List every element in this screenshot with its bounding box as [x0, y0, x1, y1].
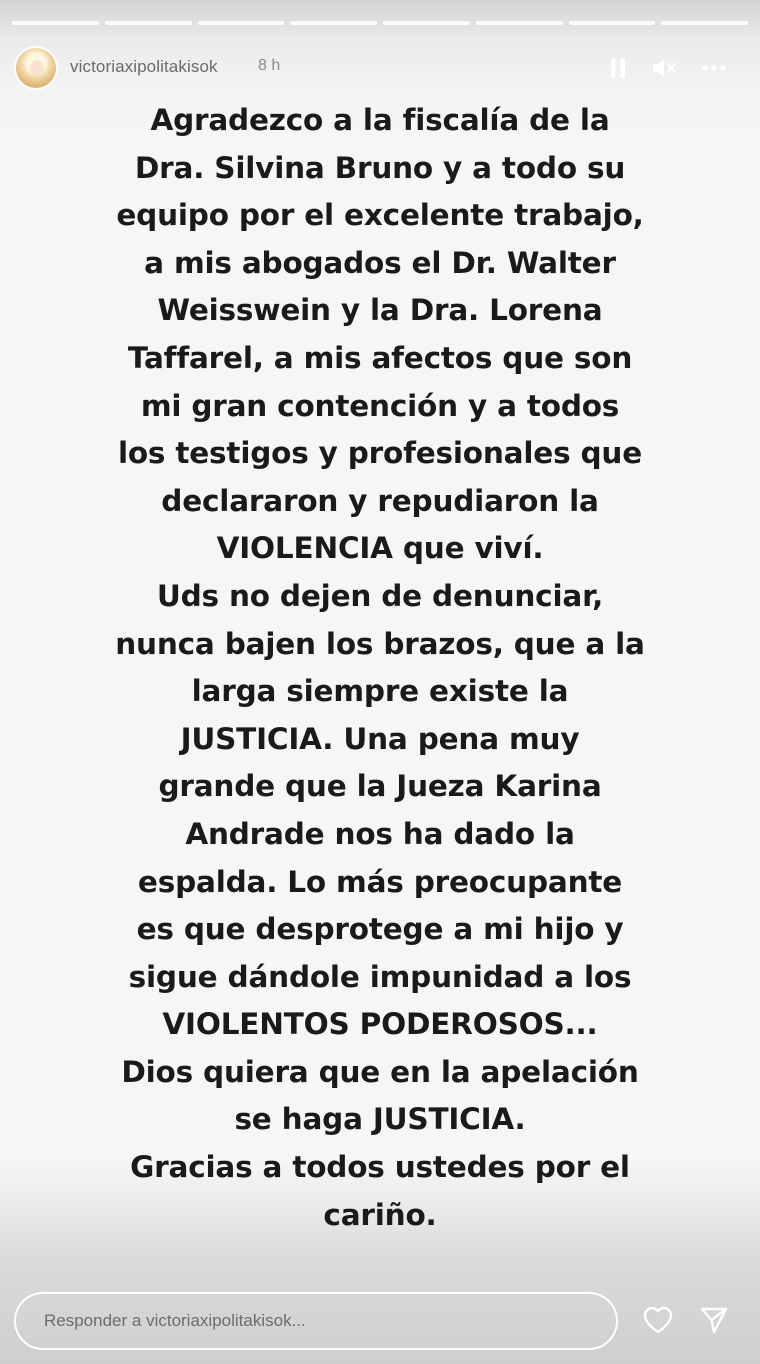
- text-line: Agradezco a la fiscalía de la: [150, 103, 610, 137]
- text-line: mi gran contención y a todos: [140, 388, 620, 423]
- story-text: [70, 97, 690, 1239]
- text-line: JUSTICIA. Una pena muy: [180, 721, 580, 756]
- text-line: a mis abogados el Dr. Walter: [144, 245, 616, 280]
- speaker-muted-icon: [651, 57, 677, 79]
- progress-segment: [12, 21, 99, 25]
- text-line: larga siempre existe la: [191, 674, 569, 709]
- heart-icon: [642, 1305, 674, 1335]
- pause-icon: [609, 57, 627, 79]
- username[interactable]: victoriaxipolitakisok: [70, 57, 218, 76]
- text-line: nunca bajen los brazos, que a la: [115, 626, 645, 661]
- progress-segment: [383, 21, 470, 25]
- text-line: Dra. Silvina Bruno y a todo su: [134, 150, 626, 185]
- text-line: VIOLENCIA que viví.: [216, 531, 544, 566]
- text-line: Taffarel, a mis afectos que son: [127, 340, 633, 375]
- text-line: VIOLENTOS PODEROSOS...: [162, 1007, 598, 1042]
- text-line: Dios quiera que en la apelación: [121, 1054, 639, 1089]
- post-time: 8 h: [258, 57, 281, 74]
- like-button[interactable]: [638, 1300, 678, 1340]
- avatar-face: [30, 60, 44, 76]
- text-line: es que desprotege a mi hijo y: [136, 912, 624, 947]
- story-header: [14, 44, 746, 92]
- progress-segment: [569, 21, 656, 25]
- reply-input[interactable]: [14, 1292, 618, 1350]
- progress-segment: [661, 21, 748, 25]
- text-line: grande que la Jueza Karina: [158, 769, 602, 804]
- send-icon: [699, 1305, 729, 1335]
- mute-button[interactable]: [648, 52, 680, 84]
- text-line: espalda. Lo más preocupante: [137, 864, 623, 899]
- text-line: Uds no dejen de denunciar,: [156, 578, 604, 613]
- progress-segment: [476, 21, 563, 25]
- send-button[interactable]: [694, 1300, 734, 1340]
- more-horizontal-icon: [701, 64, 727, 72]
- text-line: equipo por el excelente trabajo,: [116, 198, 644, 233]
- story-progress-bar: [12, 21, 748, 25]
- text-line: Andrade nos ha dado la: [185, 816, 575, 851]
- reply-bar: [0, 1280, 760, 1364]
- avatar[interactable]: [14, 46, 58, 90]
- text-line: Gracias a todos ustedes por el: [130, 1150, 630, 1185]
- progress-segment: [105, 21, 192, 25]
- progress-segment: [290, 21, 377, 25]
- text-line: los testigos y profesionales que: [117, 436, 643, 471]
- progress-segment: [198, 21, 285, 25]
- text-line: sigue dándole impunidad a los: [128, 959, 632, 994]
- pause-button[interactable]: [602, 52, 634, 84]
- text-line: se haga JUSTICIA.: [234, 1102, 526, 1137]
- text-line: declararon y repudiaron la: [161, 483, 599, 518]
- text-line: Weisswein y la Dra. Lorena: [157, 293, 603, 328]
- more-options-button[interactable]: [698, 52, 730, 84]
- text-line: cariño.: [323, 1197, 437, 1232]
